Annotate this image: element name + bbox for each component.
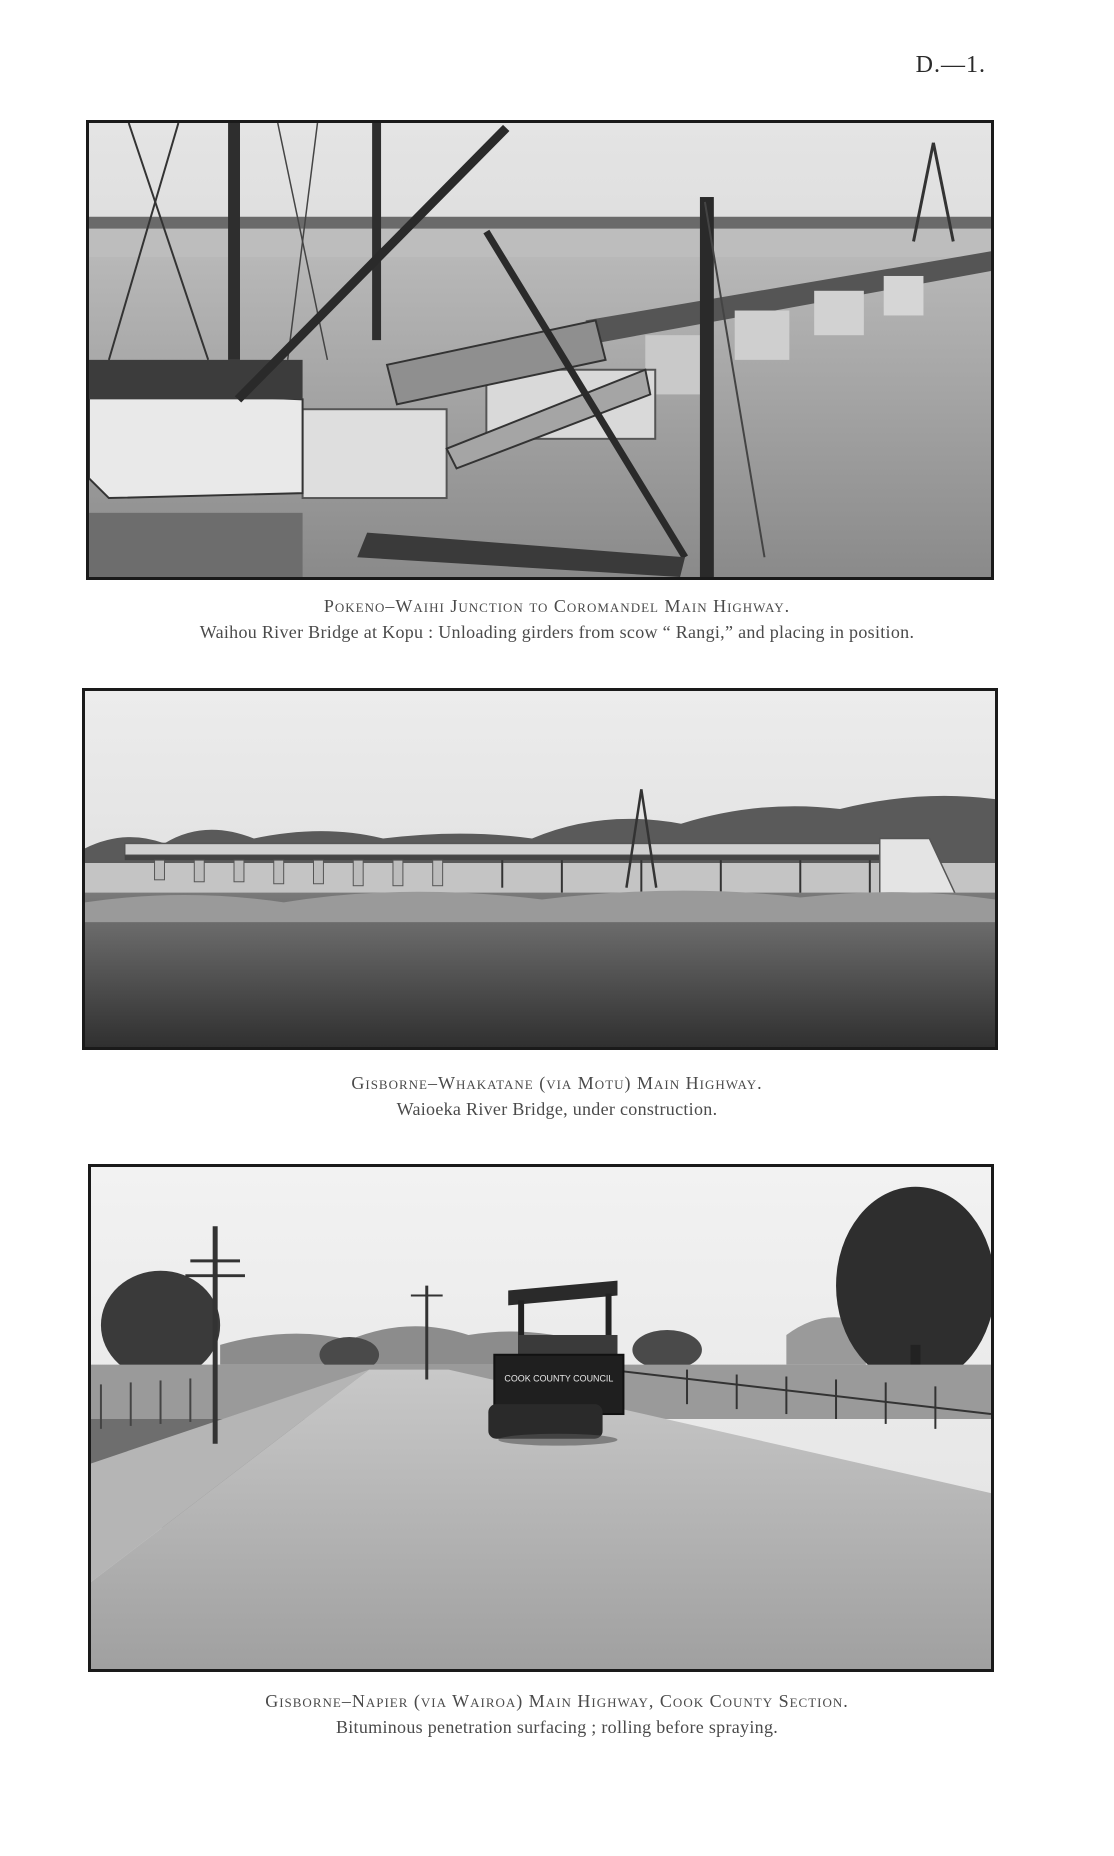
photo-cook-county-road-rolling [88,1164,994,1672]
caption-2-title: Gisborne–Whakatane (via Motu) Main Highway. [351,1073,763,1093]
caption-3-subtitle: Bituminous penetration surfacing ; rolling before spraying. [335,1717,779,1737]
caption-1-subtitle: Waihou River Bridge at Kopu : Unloading girders from scow “ Rangi,” and placing in position. [199,622,915,642]
photo-2-illustration [85,691,995,1047]
photo-waioeka-river-bridge [82,688,998,1050]
caption-2-subtitle: Waioeka River Bridge, under construction. [396,1099,718,1119]
photo-1-illustration [89,123,991,577]
page-reference: D.—1. [915,52,986,78]
caption-plate-3 [0,1688,1114,1740]
caption-plate-2 [0,1070,1114,1122]
photo-waihou-river-bridge [86,120,994,580]
roller-lettering: COOK COUNTY COUNCIL [504,1373,614,1384]
caption-plate-1 [0,593,1114,645]
caption-3-title: Gisborne–Napier (via Wairoa) Main Highway, Cook County Section. [265,1691,849,1711]
photo-3-illustration [91,1167,991,1669]
caption-1-title: Pokeno–Waihi Junction to Coromandel Main Highway. [323,596,791,616]
